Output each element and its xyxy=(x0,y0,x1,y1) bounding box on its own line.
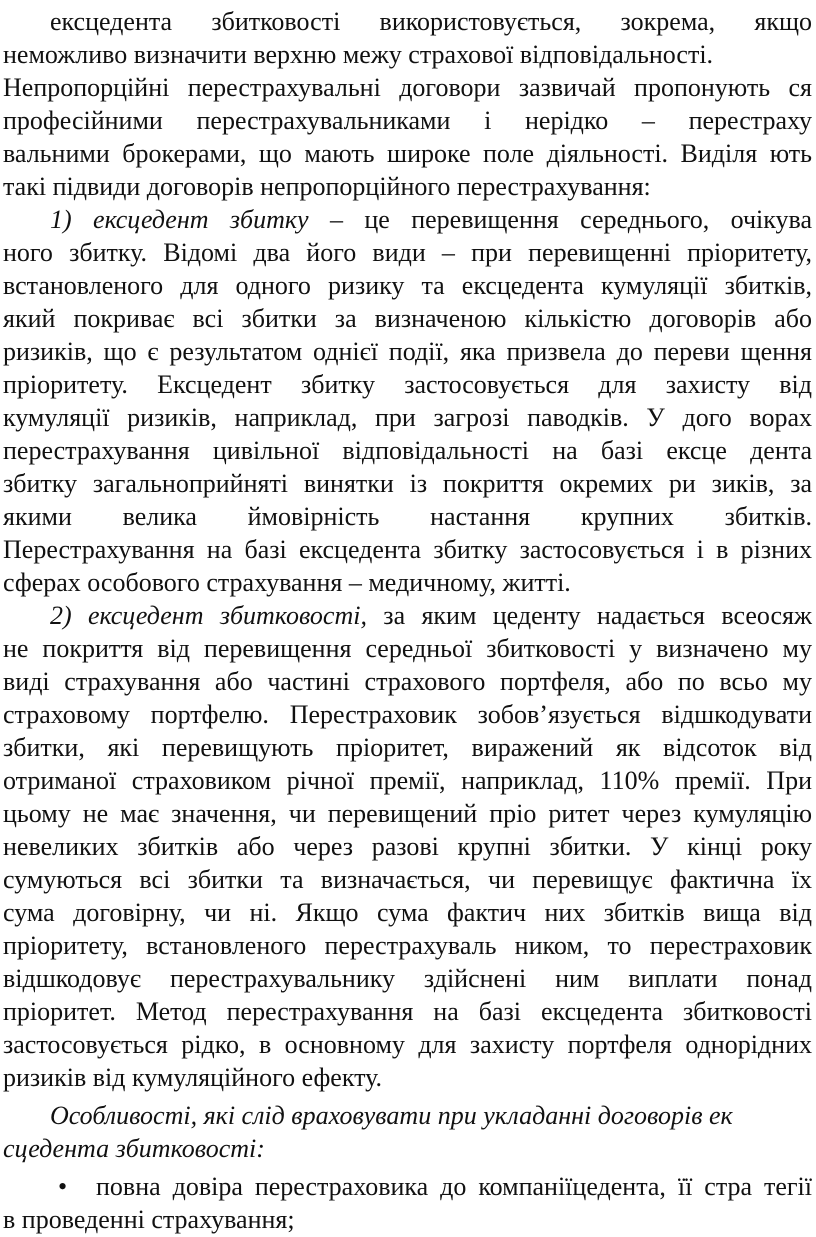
section-heading-text: сцедента збитковості: xyxy=(3,1134,265,1163)
text-line xyxy=(3,171,813,203)
line-text: ного збитку. Відомі два його види – при перевищенні пріоритету, xyxy=(3,238,812,267)
list-term: 2) ексцедент збитковості, xyxy=(50,601,367,630)
list-item-heading xyxy=(50,600,812,632)
text-line xyxy=(3,1062,813,1094)
section-heading-text: Особливості, які слід враховувати при укладанні договорів ек xyxy=(50,1101,733,1130)
text-line xyxy=(3,732,812,764)
line-text: встановленого для одного ризику та ексцедента кумуляції збитків, xyxy=(3,271,812,300)
text-line xyxy=(3,402,812,434)
line-text: неможливо визначити верхню межу страхової відповідальності. xyxy=(3,40,714,69)
text-line xyxy=(3,39,813,71)
text-line xyxy=(3,270,812,302)
text-line xyxy=(3,336,812,368)
line-text: пріоритету, встановленого перестрахуваль ником, то перестраховик xyxy=(3,931,812,960)
line-text: перестрахування цивільної відповідальності на базі ексце дента xyxy=(3,436,812,465)
section-heading xyxy=(50,1100,816,1132)
line-text: – це перевищення середнього, очікува xyxy=(308,205,812,234)
line-text: отриманої страховиком річної премії, наприклад, 110% премії. При xyxy=(3,766,812,795)
text-line xyxy=(3,534,812,566)
text-line xyxy=(3,138,812,170)
text-line xyxy=(3,435,812,467)
text-line xyxy=(3,369,812,401)
line-text: який покриває всі збитки за визначеною кількістю договорів або xyxy=(3,304,812,333)
line-text: виді страхування або частині страхового портфеля, або по всьо му xyxy=(3,667,812,696)
line-text: повна довіра перестраховика до компаніїцедента, її стра тегії xyxy=(96,1172,812,1201)
line-text: ризиків, що є результатом однієї події, яка призвела до переви щення xyxy=(3,337,812,366)
text-line xyxy=(3,1029,812,1061)
text-line xyxy=(3,633,812,665)
line-text: ексцедента збитковості використовується, зокрема, якщо xyxy=(50,7,812,36)
line-text: Непропорційні перестрахувальні договори зазвичай пропонують ся xyxy=(3,73,812,102)
line-text: за яким цеденту надається всеосяж xyxy=(366,601,812,630)
line-text: збитки, які перевищують пріоритет, виражений як відсоток від xyxy=(3,733,812,762)
line-text: не покриття від перевищення середньої збитковості у визначено му xyxy=(3,634,812,663)
line-text: відшкодовує перестрахувальнику здійснені ним виплати понад xyxy=(3,964,812,993)
text-line xyxy=(3,699,812,731)
text-line xyxy=(3,864,812,896)
line-text: кумуляції ризиків, наприклад, при загрозі паводків. У дого ворах xyxy=(3,403,812,432)
text-line xyxy=(3,963,812,995)
text-line xyxy=(3,567,813,599)
text-line xyxy=(3,666,812,698)
text-line xyxy=(3,468,812,500)
text-line xyxy=(3,303,812,335)
text-line xyxy=(3,765,812,797)
list-term: 1) ексцедент збитку xyxy=(50,205,309,234)
bullet-icon: • xyxy=(58,1172,68,1201)
line-text: невеликих збитків або через разові крупні збитки. У кінці року xyxy=(3,832,812,861)
text-line xyxy=(50,6,812,38)
text-line xyxy=(3,501,812,533)
line-text: в проведенні страхування; xyxy=(3,1205,295,1234)
text-line xyxy=(3,831,812,863)
line-text: якими велика ймовірність настання крупних збитків. xyxy=(3,502,812,531)
bullet-item xyxy=(58,1171,812,1203)
line-text: пріоритет. Метод перестрахування на базі ексцедента збитковості xyxy=(3,997,812,1026)
list-item-heading xyxy=(50,204,812,236)
line-text: сума договірну, чи ні. Якщо сума фактич них збитків вища від xyxy=(3,898,812,927)
text-line xyxy=(3,930,812,962)
text-line xyxy=(3,996,812,1028)
section-heading xyxy=(3,1133,813,1165)
line-text: застосовується рідко, в основному для захисту портфеля однорідних xyxy=(3,1030,812,1059)
text-line xyxy=(3,237,812,269)
line-text: вальними брокерами, що мають широке поле діяльності. Виділя ють xyxy=(3,139,812,168)
text-line xyxy=(3,798,812,830)
line-text: сумуються всі збитки та визначається, чи перевищує фактична їх xyxy=(3,865,812,894)
line-text: цьому не має значення, чи перевищений пріо ритет через кумуляцію xyxy=(3,799,812,828)
line-text: страховому портфелю. Перестраховик зобов’язується відшкодувати xyxy=(3,700,812,729)
line-text: професійними перестрахувальниками і нерідко – перестраху xyxy=(3,106,812,135)
line-text: Перестрахування на базі ексцедента збитку застосовується і в різних xyxy=(3,535,812,564)
text-line xyxy=(3,1204,813,1236)
line-text: пріоритету. Ексцедент збитку застосовується для захисту від xyxy=(3,370,812,399)
text-line xyxy=(3,897,812,929)
line-text: такі підвиди договорів непропорційного перестрахування: xyxy=(3,172,651,201)
text-line xyxy=(3,105,812,137)
line-text: ризиків від кумуляційного ефекту. xyxy=(3,1063,383,1092)
text-line xyxy=(3,72,812,104)
line-text: сферах особового страхування – медичному, житті. xyxy=(3,568,571,597)
line-text: збитку загальноприйняті винятки із покриття окремих ри зиків, за xyxy=(3,469,812,498)
